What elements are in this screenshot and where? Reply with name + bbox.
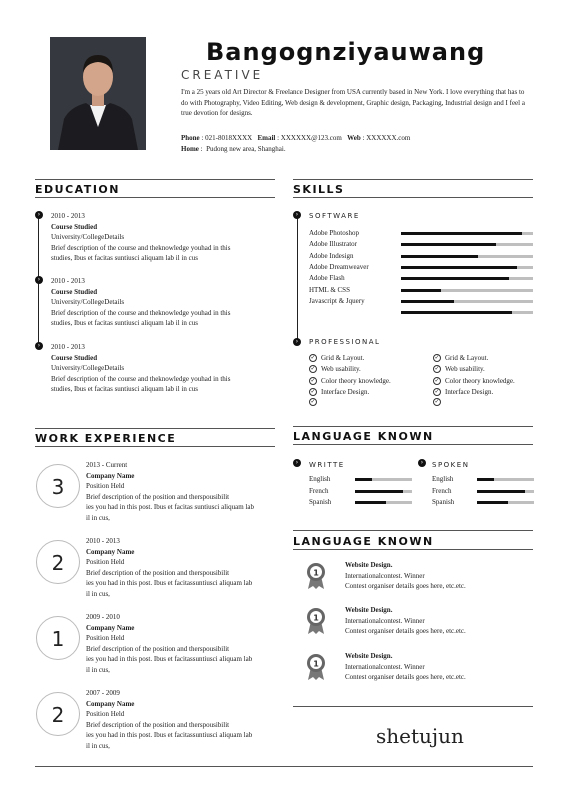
candidate-subtitle: CREATIVE — [181, 68, 264, 82]
professional-item: Interface Design. — [321, 387, 370, 396]
software-bar-track — [401, 232, 533, 235]
software-bar-fill — [401, 277, 509, 280]
software-name: HTML & CSS — [309, 285, 350, 294]
professional-title: PROFESSIONAL — [309, 338, 381, 346]
written-title: WRITTE — [309, 461, 345, 469]
work-company: Company Name — [86, 623, 135, 632]
language-bar-fill — [477, 490, 525, 493]
professional-item: Color theory knowledge. — [321, 376, 391, 385]
education-marker-icon: › — [35, 276, 43, 284]
software-title: SOFTWARE — [309, 212, 360, 220]
professional-marker-icon: › — [293, 338, 301, 346]
work-entry — [86, 460, 276, 523]
check-icon: ✓ — [434, 398, 440, 405]
software-name: Adobe Flash — [309, 274, 345, 283]
work-desc: Brief description of the position and therspousibilit — [86, 492, 230, 501]
education-marker-icon: › — [35, 211, 43, 219]
work-entry — [86, 536, 276, 599]
check-icon: ✓ — [310, 354, 316, 361]
svg-text:1: 1 — [313, 613, 319, 623]
email-label: Email — [257, 134, 276, 142]
check-icon: ✓ — [434, 354, 440, 361]
award-title: Website Design. — [345, 561, 393, 569]
work-number-badge: 2 — [36, 540, 80, 584]
education-school: University/CollegeDetails — [51, 233, 125, 241]
award-line: Contest organiser details goes here, etc.etc. — [345, 673, 466, 681]
software-bar-fill — [401, 311, 512, 314]
award-title: Website Design. — [345, 652, 393, 660]
software-bar-track — [401, 243, 533, 246]
work-number-badge: 2 — [36, 692, 80, 736]
education-entry — [51, 276, 271, 329]
award-line: Internationalcontest. Winner — [345, 662, 425, 671]
candidate-name: Bangognziyauwang — [206, 38, 486, 66]
award-line: Internationalcontest. Winner — [345, 571, 425, 580]
language-name: Spanish — [432, 498, 455, 506]
contact-line-2: Home : Pudong new area, Shanghai. — [181, 144, 286, 153]
education-desc: studies, Ibus et facitas suntiusci aliquam lab il in cus — [51, 385, 198, 393]
work-company: Company Name — [86, 699, 135, 708]
work-years: 2013 - Current — [86, 461, 128, 469]
contact-block — [181, 133, 531, 154]
languages-title: LANGUAGE KNOWN — [293, 430, 434, 443]
education-years: 2010 - 2013 — [51, 277, 85, 285]
education-desc: Brief description of the course and theknowledge youhad in this — [51, 374, 231, 383]
work-desc: il in cus, — [86, 665, 110, 674]
software-bar-track — [401, 300, 533, 303]
award-title: Website Design. — [345, 606, 393, 614]
work-desc: il in cus, — [86, 513, 110, 522]
awards-title: LANGUAGE KNOWN — [293, 535, 434, 548]
language-bar-track — [355, 490, 412, 493]
education-desc: studies, Ibus et facitas suntiusci aliquam lab il in cus — [51, 319, 198, 327]
skills-rule-bottom — [293, 197, 533, 198]
education-desc: studies, Ibus et facitas suntiusci aliquam lab il in cus — [51, 254, 198, 262]
education-years: 2010 - 2013 — [51, 343, 85, 351]
work-entry — [86, 688, 276, 751]
work-desc: ies you had in this post. Ibus et facitassuntiusci aliquam lab — [86, 579, 253, 587]
education-desc: Brief description of the course and theknowledge youhad in this — [51, 308, 231, 317]
professional-item: Color theory knowledge. — [445, 376, 515, 385]
signature: shetujun — [376, 724, 464, 748]
work-desc: ies you had in this post. Ibus et facitassuntiusci aliquam lab — [86, 731, 253, 739]
language-name: French — [432, 486, 452, 495]
education-course: Course Studied — [51, 287, 98, 296]
work-years: 2010 - 2013 — [86, 537, 120, 545]
software-bar-track — [401, 255, 533, 258]
awards-rule-top — [293, 530, 533, 531]
work-entry — [86, 612, 276, 675]
work-position: Position Held — [86, 558, 125, 566]
award-entry — [345, 605, 530, 637]
software-bar-fill — [401, 232, 522, 235]
software-bar-track — [401, 289, 533, 292]
work-desc: Brief description of the position and therspousibilit — [86, 720, 230, 729]
language-bar-track — [355, 501, 412, 504]
work-years: 2007 - 2009 — [86, 689, 120, 697]
work-years: 2009 - 2010 — [86, 613, 120, 621]
award-line: Contest organiser details goes here, etc.etc. — [345, 627, 466, 635]
home-label: Home — [181, 144, 199, 153]
awards-rule-bottom — [293, 549, 533, 550]
work-position: Position Held — [86, 710, 125, 718]
home-value: Pudong new area, Shanghai. — [206, 144, 286, 153]
award-line: Contest organiser details goes here, etc.etc. — [345, 582, 466, 590]
work-desc: Brief description of the position and therspousibilit — [86, 644, 230, 653]
check-icon: ✓ — [434, 365, 440, 373]
language-name: Spanish — [309, 498, 332, 506]
work-rule-top — [35, 428, 275, 429]
education-entry — [51, 342, 271, 395]
phone-label: Phone — [181, 134, 200, 142]
software-bar-fill — [401, 300, 454, 303]
professional-item: Web usability. — [445, 365, 485, 374]
check-icon: ✓ — [434, 376, 440, 384]
skills-timeline — [297, 216, 298, 342]
skills-rule-top — [293, 179, 533, 180]
work-desc: ies you had in this post. Ibus et facitas suntiusci aliquam lab — [86, 503, 254, 511]
software-bar-fill — [401, 255, 478, 258]
education-marker-icon: › — [35, 342, 43, 350]
software-bar-fill — [401, 266, 517, 269]
education-rule-top — [35, 179, 275, 180]
work-desc: Brief description of the position and therspousibilit — [86, 568, 230, 577]
about-text: I'm a 25 years old Art Director & Freelance Designer from USA currently based in New York. I love everything that has to do with Photography, Video Editing, Web design & development, Graphic design, Packaging, Industrial design and I feel a true devotion for designs. — [181, 88, 525, 117]
work-rule-bottom — [35, 446, 275, 447]
contact-line-1: Phone : 021-8018XXXX Email : XXXXXX@123.com Web : XXXXXX.com — [181, 134, 411, 142]
work-desc: ies you had in this post. Ibus et facitassuntiusci aliquam lab — [86, 655, 253, 663]
languages-rule-bottom — [293, 444, 533, 445]
work-company: Company Name — [86, 547, 135, 556]
written-marker-icon: › — [293, 459, 301, 467]
software-name: Javascript & Jquery — [309, 296, 365, 305]
work-desc: il in cus, — [86, 589, 110, 598]
software-bar-fill — [401, 289, 441, 292]
professional-item: Grid & Layout. — [445, 354, 489, 362]
language-bar-fill — [355, 478, 372, 481]
language-name: French — [309, 486, 329, 495]
email-value[interactable]: XXXXXX@123.com — [280, 134, 342, 142]
work-company: Company Name — [86, 471, 135, 480]
language-name: English — [309, 475, 331, 483]
work-number-badge: 1 — [36, 616, 80, 660]
software-name: Adobe Indesign — [309, 251, 354, 260]
software-bar-track — [401, 266, 533, 269]
software-name: Adobe Photoshop — [309, 229, 359, 237]
education-school: University/CollegeDetails — [51, 364, 125, 372]
work-number-badge: 3 — [36, 464, 80, 508]
software-bar-fill — [401, 243, 496, 246]
work-title: WORK EXPERIENCE — [35, 432, 177, 445]
language-bar-fill — [355, 501, 386, 504]
award-medal-icon — [306, 562, 326, 588]
languages-rule-top — [293, 426, 533, 427]
award-entry — [345, 560, 530, 592]
software-name: Adobe Dreamweaver — [309, 262, 369, 271]
work-desc: il in cus, — [86, 741, 110, 750]
software-marker-icon: › — [293, 211, 301, 219]
web-value[interactable]: XXXXXX.com — [366, 134, 411, 142]
check-icon: ✓ — [310, 376, 316, 384]
check-icon: ✓ — [310, 387, 316, 395]
software-bar-track — [401, 311, 533, 314]
web-label: Web — [347, 134, 361, 142]
spoken-title: SPOKEN — [432, 461, 470, 469]
professional-item: Web usability. — [321, 365, 361, 374]
language-bar-track — [355, 478, 412, 481]
education-years: 2010 - 2013 — [51, 212, 85, 220]
check-icon: ✓ — [310, 365, 316, 373]
award-line: Internationalcontest. Winner — [345, 616, 425, 625]
language-bar-track — [477, 501, 534, 504]
portrait-image — [50, 37, 146, 150]
education-desc: Brief description of the course and theknowledge youhad in this — [51, 243, 231, 252]
education-entry — [51, 211, 271, 264]
award-entry — [345, 651, 530, 683]
footer-rule — [35, 766, 533, 767]
education-course: Course Studied — [51, 222, 98, 231]
spoken-marker-icon: › — [418, 459, 426, 467]
profile-photo — [50, 37, 146, 150]
language-bar-track — [477, 478, 534, 481]
education-title: EDUCATION — [35, 183, 120, 196]
language-bar-fill — [477, 478, 494, 481]
software-bar-track — [401, 277, 533, 280]
work-position: Position Held — [86, 634, 125, 642]
language-bar-track — [477, 490, 534, 493]
svg-text:1: 1 — [313, 568, 319, 578]
language-bar-fill — [477, 501, 508, 504]
phone-value: 021-8018XXXX — [205, 134, 253, 142]
work-position: Position Held — [86, 482, 125, 490]
svg-text:1: 1 — [313, 659, 319, 669]
education-course: Course Studied — [51, 353, 98, 362]
award-medal-icon — [306, 653, 326, 679]
software-name: Adobe Illustrator — [309, 240, 358, 249]
professional-item: Grid & Layout. — [321, 354, 365, 362]
education-rule-bottom — [35, 197, 275, 198]
signature-rule — [293, 706, 533, 707]
skills-title: SKILLS — [293, 183, 345, 196]
language-name: English — [432, 475, 454, 483]
check-icon: ✓ — [310, 398, 316, 405]
professional-item: Interface Design. — [445, 387, 494, 396]
check-icon: ✓ — [434, 387, 440, 395]
education-school: University/CollegeDetails — [51, 298, 125, 306]
language-bar-fill — [355, 490, 403, 493]
award-medal-icon — [306, 607, 326, 633]
